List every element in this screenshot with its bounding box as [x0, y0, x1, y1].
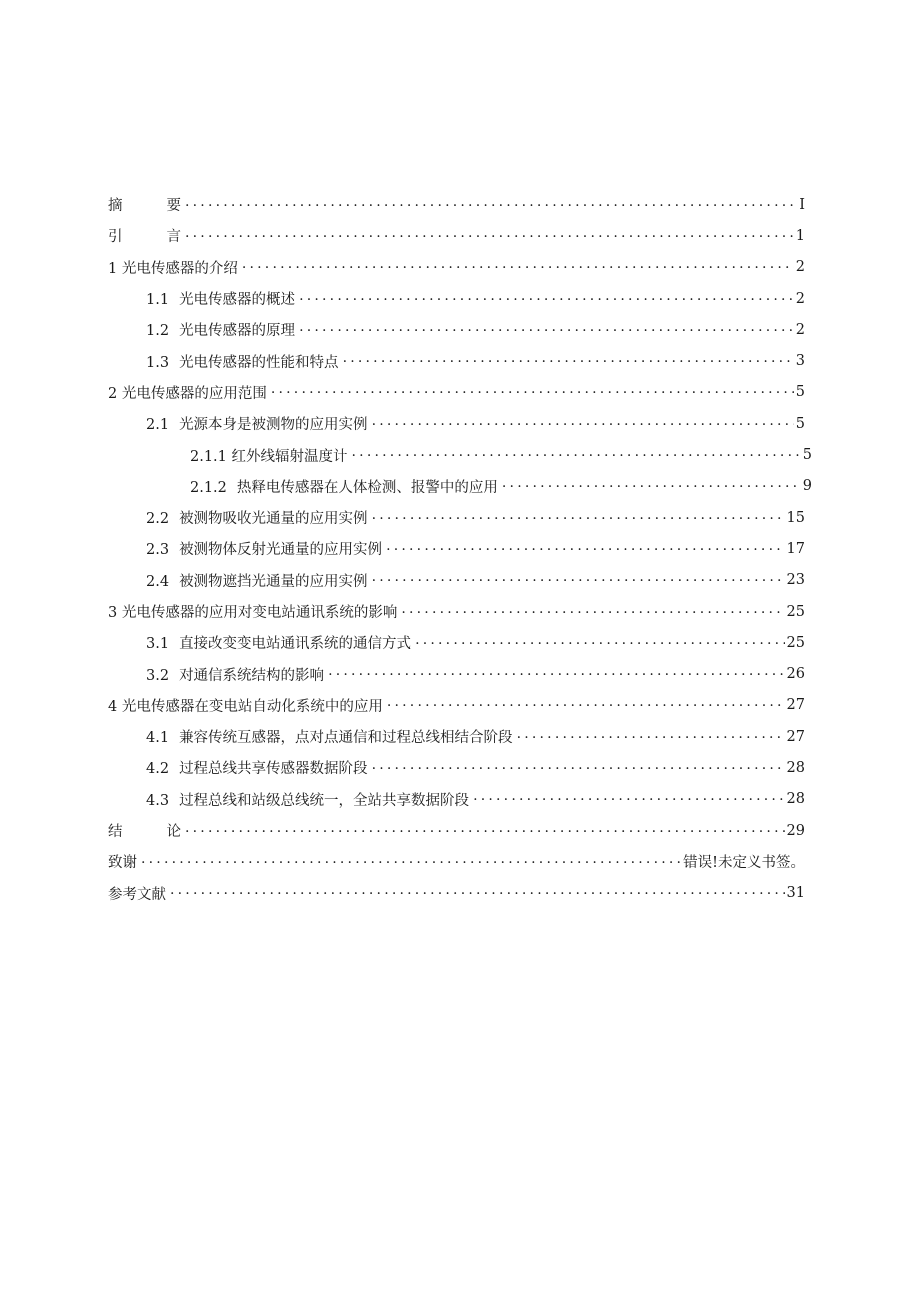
toc-entry-title-part: 摘 — [108, 198, 123, 215]
toc-entry-number: 2.1.1 — [190, 448, 227, 465]
toc-entry-title: 光电传感器的应用对变电站通讯系统的影响 — [121, 605, 398, 621]
toc-entry-section-3-2[interactable] — [0, 658, 920, 689]
toc-entry-number: 1.2 — [146, 323, 170, 340]
toc-entry-title: 对通信系统结构的影响 — [179, 667, 325, 684]
toc-entry-number: 4.3 — [146, 792, 170, 809]
toc-page-number: 23 — [786, 572, 805, 589]
toc-leader-dots — [386, 540, 784, 558]
toc-entry-title: 被测物体反射光通量的应用实例 — [179, 542, 383, 559]
toc-page-number: 3 — [795, 353, 805, 370]
toc-leader-dots — [299, 290, 794, 308]
toc-leader-dots — [242, 258, 794, 276]
toc-entry-title-part: 论 — [166, 824, 181, 841]
toc-entry-chapter-4[interactable] — [0, 690, 920, 721]
toc-entry-acknowledgements[interactable] — [0, 846, 920, 877]
toc-page-number: 17 — [786, 540, 805, 557]
toc-entry-section-1-1[interactable] — [0, 283, 920, 314]
toc-entry-title: 光电传感器在变电站自动化系统中的应用 — [121, 698, 383, 715]
toc-entry-number: 3.2 — [146, 667, 170, 684]
toc-entry-number: 2 — [108, 385, 118, 402]
toc-page-number: 15 — [786, 509, 805, 526]
toc-entry-number: 1.1 — [146, 292, 170, 309]
toc-page-number: 28 — [786, 791, 805, 808]
toc-entry-title: 被测物吸收光通量的应用实例 — [179, 511, 368, 528]
toc-entry-section-4-1[interactable] — [0, 721, 920, 752]
toc-entry-number: 4 — [108, 698, 118, 715]
toc-entry-number: 4.1 — [146, 730, 170, 747]
toc-leader-dots — [271, 383, 794, 401]
toc-entry-section-3-1[interactable] — [0, 627, 920, 658]
toc-page-number: 29 — [786, 822, 805, 839]
toc-page-number: 2 — [795, 259, 805, 276]
toc-leader-dots — [517, 728, 785, 746]
toc-entry-title: 过程总线共享传感器数据阶段 — [179, 761, 368, 778]
toc-leader-dots — [502, 477, 801, 495]
toc-page-number: 27 — [786, 697, 805, 714]
toc-entry-title: 光电传感器的性能和特点 — [179, 354, 339, 371]
toc-entry-section-4-2[interactable] — [0, 752, 920, 783]
toc-entry-title: 兼容传统互感器，点对点通信和过程总线相结合阶段 — [179, 730, 513, 747]
toc-page-number: 25 — [786, 634, 805, 651]
toc-leader-dots — [185, 822, 785, 840]
toc-entry-title: 光电传感器的应用范围 — [121, 385, 267, 402]
toc-entry-title-part: 言 — [166, 229, 181, 246]
toc-leader-dots — [372, 415, 794, 433]
toc-entry-title: 直接改变变电站通讯系统的通信方式 — [179, 636, 412, 653]
toc-entry-section-2-3[interactable] — [0, 533, 920, 564]
toc-entry-section-2-2[interactable] — [0, 502, 920, 533]
toc-entry-introduction[interactable] — [0, 220, 920, 251]
toc-entry-chapter-2[interactable] — [0, 377, 920, 408]
toc-entry-title: 致谢 — [108, 855, 137, 872]
toc-entry-references[interactable] — [0, 878, 920, 909]
toc-page-number: 28 — [786, 759, 805, 776]
toc-entry-section-2-1[interactable] — [0, 408, 920, 439]
toc-entry-section-2-4[interactable] — [0, 565, 920, 596]
toc-page-number: 2 — [795, 290, 805, 307]
toc-entry-abstract[interactable] — [0, 189, 920, 220]
toc-entry-section-1-2[interactable] — [0, 314, 920, 345]
toc-page-number: 1 — [795, 227, 805, 244]
toc-page-number: 31 — [786, 885, 805, 902]
toc-entry-title: 光电传感器的概述 — [179, 292, 296, 309]
toc-entry-number: 2.2 — [146, 511, 170, 528]
toc-entry-title: 光电传感器的原理 — [179, 323, 296, 340]
toc-page-number: 2 — [795, 321, 805, 338]
toc-leader-dots — [328, 665, 784, 683]
toc-page-number: 5 — [795, 384, 805, 401]
toc-entry-section-1-3[interactable] — [0, 345, 920, 376]
toc-entry-title: 光源本身是被测物的应用实例 — [179, 417, 368, 434]
toc-entry-title: 过程总线和站级总线统一，全站共享数据阶段 — [179, 792, 470, 809]
toc-entry-title-part: 引 — [108, 229, 123, 246]
toc-entry-title: 光电传感器的介绍 — [121, 260, 238, 277]
toc-page-number: 错误!未定义书签。 — [683, 855, 805, 872]
toc-leader-dots — [387, 696, 785, 714]
toc-page-number: 26 — [786, 666, 805, 683]
toc-entry-number: 1 — [108, 260, 118, 277]
toc-entry-title: 热释电传感器在人体检测、报警中的应用 — [236, 479, 498, 496]
toc-entry-title: 参考文献 — [108, 886, 166, 903]
toc-leader-dots — [185, 227, 794, 245]
toc-entry-title: 红外线辐射温度计 — [231, 448, 348, 465]
toc-entry-number: 3.1 — [146, 636, 170, 653]
toc-leader-dots — [473, 790, 784, 808]
toc-entry-number: 2.3 — [146, 542, 170, 559]
table-of-contents — [0, 189, 920, 909]
toc-page-number: 9 — [802, 478, 812, 495]
toc-entry-subsection-2-1-2[interactable] — [0, 471, 920, 502]
toc-entry-number: 1.3 — [146, 354, 170, 371]
toc-leader-dots — [299, 321, 794, 339]
toc-entry-number: 4.2 — [146, 761, 170, 778]
toc-leader-dots — [343, 352, 794, 370]
toc-entry-number: 3 — [108, 605, 118, 621]
toc-entry-subsection-2-1-1[interactable] — [0, 439, 920, 470]
toc-page-number: 25 — [786, 603, 805, 620]
toc-entry-number: 2.1 — [146, 417, 170, 434]
toc-leader-dots — [352, 446, 801, 464]
toc-leader-dots — [372, 509, 785, 527]
toc-entry-section-4-3[interactable] — [0, 784, 920, 815]
toc-page-number: 5 — [795, 415, 805, 432]
toc-leader-dots — [415, 634, 784, 652]
toc-leader-dots — [170, 884, 785, 902]
toc-entry-chapter-1[interactable] — [0, 252, 920, 283]
toc-page-number: 27 — [786, 728, 805, 745]
toc-entry-title: 被测物遮挡光通量的应用实例 — [179, 573, 368, 590]
toc-entry-title-part: 要 — [166, 198, 181, 215]
toc-leader-dots — [141, 853, 681, 871]
toc-leader-dots — [372, 571, 785, 589]
toc-entry-title-part: 结 — [108, 824, 123, 841]
toc-leader-dots — [401, 603, 784, 621]
toc-entry-chapter-3[interactable] — [0, 596, 920, 627]
toc-entry-number: 2.1.2 — [190, 479, 227, 496]
toc-leader-dots — [372, 759, 785, 777]
toc-entry-conclusion[interactable] — [0, 815, 920, 846]
toc-page-number: I — [799, 196, 805, 213]
toc-leader-dots — [185, 196, 797, 214]
toc-page-number: 5 — [802, 447, 812, 464]
toc-entry-number: 2.4 — [146, 573, 170, 590]
